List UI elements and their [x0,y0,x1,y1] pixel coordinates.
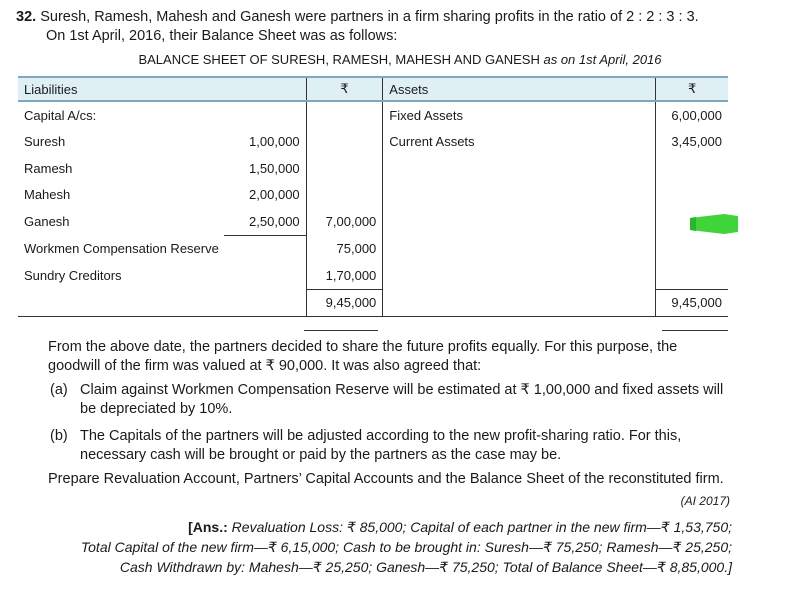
creditors-amount: 1,70,000 [306,262,383,289]
reserve-label: Workmen Compensation Reserve [18,235,306,262]
capital-total: 7,00,000 [306,208,383,235]
table-row [18,262,728,289]
creditors-label: Sundry Creditors [18,262,306,289]
partner-name: Ganesh [24,214,70,229]
partner-capital: 2,00,000 [224,182,306,209]
totals-row [18,289,728,317]
header-liabilities: Liabilities [18,77,306,101]
partner-name: Ramesh [24,160,73,176]
asset-name: Current Assets [383,129,656,156]
double-rule-right [662,330,728,331]
table-row [18,129,728,156]
partner-capital: 1,00,000 [224,129,306,156]
answer-line-3: Cash Withdrawn by: Mahesh—₹ 25,250; Ganesh—₹ 75,250; Total of Balance Sheet—₹ 8,85,000.] [119,559,732,575]
table-row [18,155,728,182]
question-line-2: On 1st April, 2016, their Balance Sheet was as follows: [46,28,398,44]
assets-total: 9,45,000 [656,289,728,317]
answer-line-2: Total Capital of the new firm—₹ 6,15,000; Cash to be brought in: Suresh—₹ 75,250; Ramesh—₹ 25,250; [80,539,732,555]
liabilities-total: 9,45,000 [306,289,383,317]
exam-reference: (AI 2017) [680,494,730,508]
condition-a: (a) Claim against Workmen Compensation Reserve will be estimated at ₹ 1,00,000 and fixed assets will be depreciated by 10%. [50,382,724,417]
header-assets: Assets [383,77,656,101]
partner-name: Suresh [24,134,66,150]
answer-line-1: [Ans.: Revaluation Loss: ₹ 85,000; Capital of each partner in the new firm—₹ 1,53,750; [188,519,732,535]
question-number: 32. [16,9,37,25]
capital-heading: Capital A/cs: [24,107,97,123]
table-header-row [18,77,728,101]
table-row [18,101,728,129]
table-row [18,182,728,209]
asset-amount: 6,00,000 [671,107,722,123]
condition-b: (b) The Capitals of the partners will be adjusted according to the new profit-sharing ratio. For this, necessary cash will be brought or paid by the partners as the case may be. [50,428,682,463]
table-row [18,235,728,262]
partner-name: Mahesh [24,187,71,203]
header-currency-right: ₹ [656,77,728,101]
partner-capital: 2,50,000 [224,208,306,235]
asset-name: Fixed Assets [383,101,656,129]
question-line-1: Suresh, Ramesh, Mahesh and Ganesh were partners in a firm sharing profits in the ratio of 2 : 2 : 3 : 3. [40,9,699,25]
header-currency-left: ₹ [306,77,383,101]
double-rule-left [304,330,378,331]
asset-amount: 3,45,000 [671,134,722,150]
reserve-amount: 75,000 [306,235,383,262]
question-text [16,8,736,46]
balance-sheet-title: BALANCE SHEET OF SURESH, RAMESH, MAHESH AND GANESH as on 1st April, 2016 [138,52,662,67]
highlighter-marker-icon [690,212,738,236]
table-row [18,208,728,235]
condition-b-label: (b) [50,428,68,444]
answer-prefix: [Ans.: [188,519,228,535]
condition-a-label: (a) [50,382,68,398]
paragraph-intro: From the above date, the partners decided to share the future profits equally. For this purpose, the goodwill of the firm was valued at ₹ 90,000. It was also agreed that: [48,339,678,374]
partner-capital: 1,50,000 [224,155,306,182]
balance-sheet-table [18,76,728,317]
prepare-instruction: Prepare Revaluation Account, Partners’ Capital Accounts and the Balance Sheet of the reconstituted firm. [48,471,724,487]
